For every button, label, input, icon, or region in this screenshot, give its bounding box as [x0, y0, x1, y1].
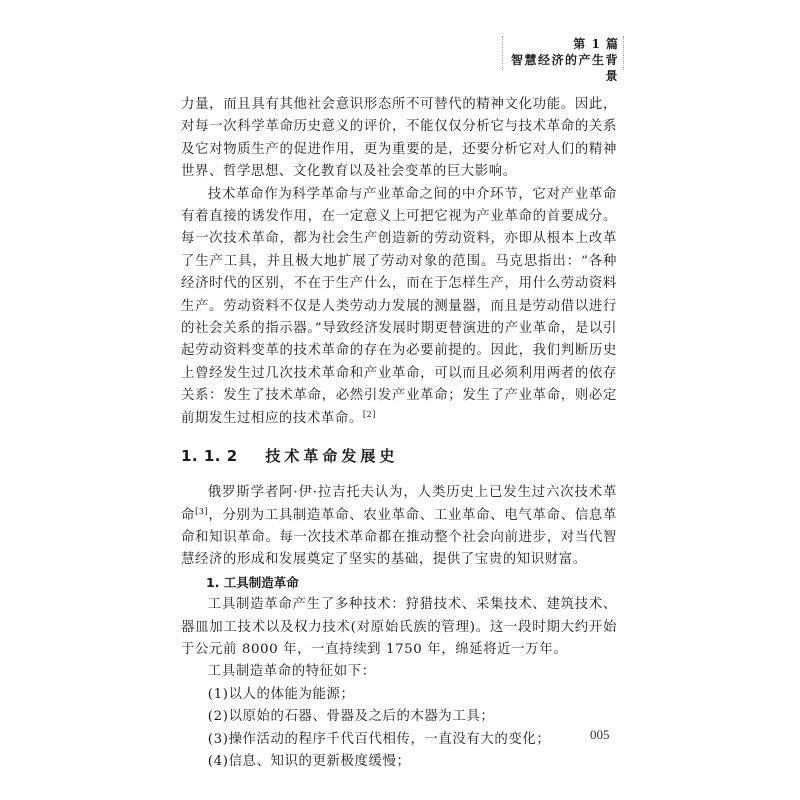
page-number: 005 — [590, 727, 610, 742]
feature-item: (2)以原始的石器、骨器及之后的木器为工具； — [207, 709, 495, 725]
section-title: 技术革命发展史 — [265, 447, 399, 466]
page-body — [181, 94, 617, 773]
feature-item: (1)以人的体能为能源； — [207, 686, 355, 702]
section-number: 1. 1. 2 — [181, 447, 238, 466]
part-label: 第 1 篇 — [573, 37, 619, 51]
paragraph — [181, 184, 617, 430]
paragraph: 工具制造革命的特征如下： — [207, 664, 376, 680]
feature-item: (3)操作活动的程序千代百代相传，一直没有大的变化； — [207, 731, 551, 747]
citation-ref: [3] — [195, 506, 209, 516]
feature-item: (4)信息、知识的更新极度缓慢； — [207, 753, 411, 769]
paragraph: 力量，而且具有其他社会意识形态所不可替代的精神文化功能。因此，对每一次科学革命历史意义的评价，不能仅仅分析它与技术革命的关系及它对物质生产的促进作用，更为重要的是，还要分析它对人们的精神世界、哲学思想、文化教育以及社会变革的巨大影响。 — [181, 97, 617, 180]
part-title: 智慧经济的产生背景 — [510, 53, 619, 83]
subsection-heading: 1. 工具制造革命 — [206, 574, 299, 590]
paragraph — [181, 482, 617, 572]
paragraph-text: 技术革命作为科学革命与产业革命之间的中介环节，它对产业革命有着直接的诱发作用，在一定意义上可把它视为产业革命的首要成分。每一次技术革命，都为社会生产创造新的劳动资料，亦即从根本上改革了生产工具，并且极大地扩展了劳动对象的范围。马克思指出：“各种经济时代的区别，不在于生产什么，而在于怎样生产，用什么劳动资料生产。劳动资料不仅是人类劳动力发展的测量器，而且是劳动借以进行的社会关系的指示器。”导致经济发展时期更替演进的产业革命，是以引起劳动资料变革的技术革命的存在为必要前提的。因此，我们判断历史上曾经发生过几次技术革命和产业革命，可以而且必须利用两者的依存关系：发生了技术革命，必然引发产业革命；发生了产业革命，则必定前期发生过相应的技术革命。 — [181, 186, 617, 426]
section-heading — [181, 444, 617, 468]
paragraph: 工具制造革命产生了多种技术：狩猎技术、采集技术、建筑技术、器皿加工技术以及权力技术(对原始氏族的管理)。这一段时期大约开始于公元前 8000 年，一直持续到 1750 年，绵延将近一万年。 — [181, 597, 617, 657]
paragraph-text: 俄罗斯学者阿·伊·拉吉托夫认为，人类历史上已发生过六次技术革命 — [181, 485, 617, 523]
paragraph-text: ，分别为工具制造革命、农业革命、工业革命、电气革命、信息革命和知识革命。每一次技术革命都在推动整个社会向前进步，对当代智慧经济的形成和发展奠定了坚实的基础，提供了宝贵的知识财富。 — [181, 507, 617, 568]
running-header — [502, 36, 624, 83]
citation-ref: [2] — [362, 409, 377, 419]
